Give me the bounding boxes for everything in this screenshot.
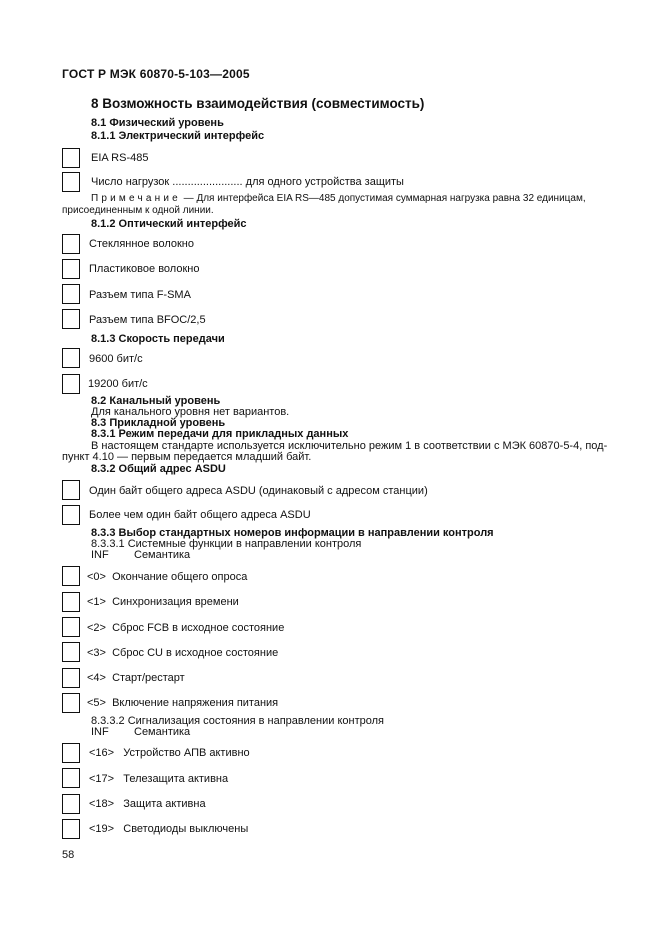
option-bfoc-label: Разъем типа BFOC/2,5: [89, 314, 206, 326]
option-plastic-fiber-label: Пластиковое волокно: [89, 263, 200, 275]
section-title: 8 Возможность взаимодействия (совместимость): [91, 96, 425, 111]
checkbox-9600[interactable]: [62, 348, 80, 368]
subsection-system-functions: 8.3.3.1 Системные функции в направлении контроля: [91, 538, 362, 550]
checkbox-19200[interactable]: [62, 374, 80, 394]
checkbox-asdu-multi-byte[interactable]: [62, 505, 80, 525]
subsection-optical-interface: 8.1.2 Оптический интерфейс: [91, 218, 247, 230]
option-inf-18-label: <18> Защита активна: [89, 798, 206, 810]
subsection-electrical-interface: 8.1.1 Электрический интерфейс: [91, 130, 265, 142]
checkbox-eia-rs485[interactable]: [62, 148, 80, 168]
subsection-asdu-address: 8.3.2 Общий адрес ASDU: [91, 463, 226, 475]
subsection-info-numbers: 8.3.3 Выбор стандартных номеров информации в направлении контроля: [91, 527, 494, 539]
checkbox-glass-fiber[interactable]: [62, 234, 80, 254]
subsection-link-level: 8.2 Канальный уровень: [91, 395, 221, 407]
checkbox-inf-3[interactable]: [62, 642, 80, 662]
option-9600-label: 9600 бит/с: [89, 353, 143, 365]
transfer-mode-text-1: В настоящем стандарте используется исключительно режим 1 в соответствии с МЭК 60870-5-4, под-: [91, 440, 608, 452]
column-header-semantics: Семантика: [134, 549, 191, 561]
link-level-text: Для канального уровня нет вариантов.: [91, 406, 290, 418]
note-line-2: присоединенным к одной линии.: [62, 205, 214, 216]
option-inf-5-label: <5> Включение напряжения питания: [87, 697, 279, 709]
option-inf-16-label: <16> Устройство АПВ активно: [89, 747, 250, 759]
checkbox-inf-5[interactable]: [62, 693, 80, 713]
option-loads-label: Число нагрузок ....................... для одного устройства защиты: [91, 176, 404, 188]
option-inf-3-label: <3> Сброс CU в исходное состояние: [87, 647, 279, 659]
transfer-mode-text-2: пункт 4.10 — первым передается младший байт.: [62, 451, 312, 463]
note-label: Примечание: [91, 193, 181, 204]
checkbox-bfoc-connector[interactable]: [62, 309, 80, 329]
option-eia-label: EIA RS-485: [91, 152, 149, 164]
option-glass-fiber-label: Стеклянное волокно: [89, 238, 194, 250]
note-text: — Для интерфейса EIA RS—485 допустимая суммарная нагрузка равна 32 единицам,: [180, 193, 586, 204]
option-inf-2-label: <2> Сброс FCB в исходное состояние: [87, 622, 285, 634]
checkbox-inf-19[interactable]: [62, 819, 80, 839]
option-asdu-multi-byte-label: Более чем один байт общего адреса ASDU: [89, 509, 311, 521]
checkbox-number-of-loads[interactable]: [62, 172, 80, 192]
option-asdu-one-byte-label: Один байт общего адреса ASDU (одинаковый с адресом станции): [89, 485, 428, 497]
option-inf-17-label: <17> Телезащита активна: [89, 773, 229, 785]
option-inf-1-label: <1> Синхронизация времени: [87, 596, 239, 608]
checkbox-plastic-fiber[interactable]: [62, 259, 80, 279]
column-header-inf-2: INF: [91, 726, 109, 738]
checkbox-inf-0[interactable]: [62, 566, 80, 586]
option-19200-label: 19200 бит/с: [88, 378, 148, 390]
checkbox-inf-1[interactable]: [62, 592, 80, 612]
checkbox-asdu-one-byte[interactable]: [62, 480, 80, 500]
subsection-status-signals: 8.3.3.2 Сигнализация состояния в направлении контроля: [91, 715, 384, 727]
checkbox-inf-18[interactable]: [62, 794, 80, 814]
option-fsma-label: Разъем типа F-SMA: [89, 289, 191, 301]
column-header-inf: INF: [91, 549, 109, 561]
column-header-semantics-2: Семантика: [134, 726, 191, 738]
subsection-physical-level: 8.1 Физический уровень: [91, 117, 224, 129]
checkbox-inf-2[interactable]: [62, 617, 80, 637]
option-inf-19-label: <19> Светодиоды выключены: [89, 823, 249, 835]
checkbox-inf-4[interactable]: [62, 668, 80, 688]
option-inf-4-label: <4> Старт/рестарт: [87, 672, 185, 684]
document-code: ГОСТ Р МЭК 60870-5-103—2005: [62, 67, 250, 81]
option-inf-0-label: <0> Окончание общего опроса: [87, 571, 248, 583]
checkbox-inf-17[interactable]: [62, 768, 80, 788]
checkbox-inf-16[interactable]: [62, 743, 80, 763]
subsection-application-level: 8.3 Прикладной уровень: [91, 417, 226, 429]
subsection-transfer-mode: 8.3.1 Режим передачи для прикладных данных: [91, 428, 349, 440]
note-line-1: [91, 193, 586, 204]
page-number: 58: [62, 849, 75, 861]
subsection-transmission-speed: 8.1.3 Скорость передачи: [91, 333, 225, 345]
checkbox-fsma-connector[interactable]: [62, 284, 80, 304]
